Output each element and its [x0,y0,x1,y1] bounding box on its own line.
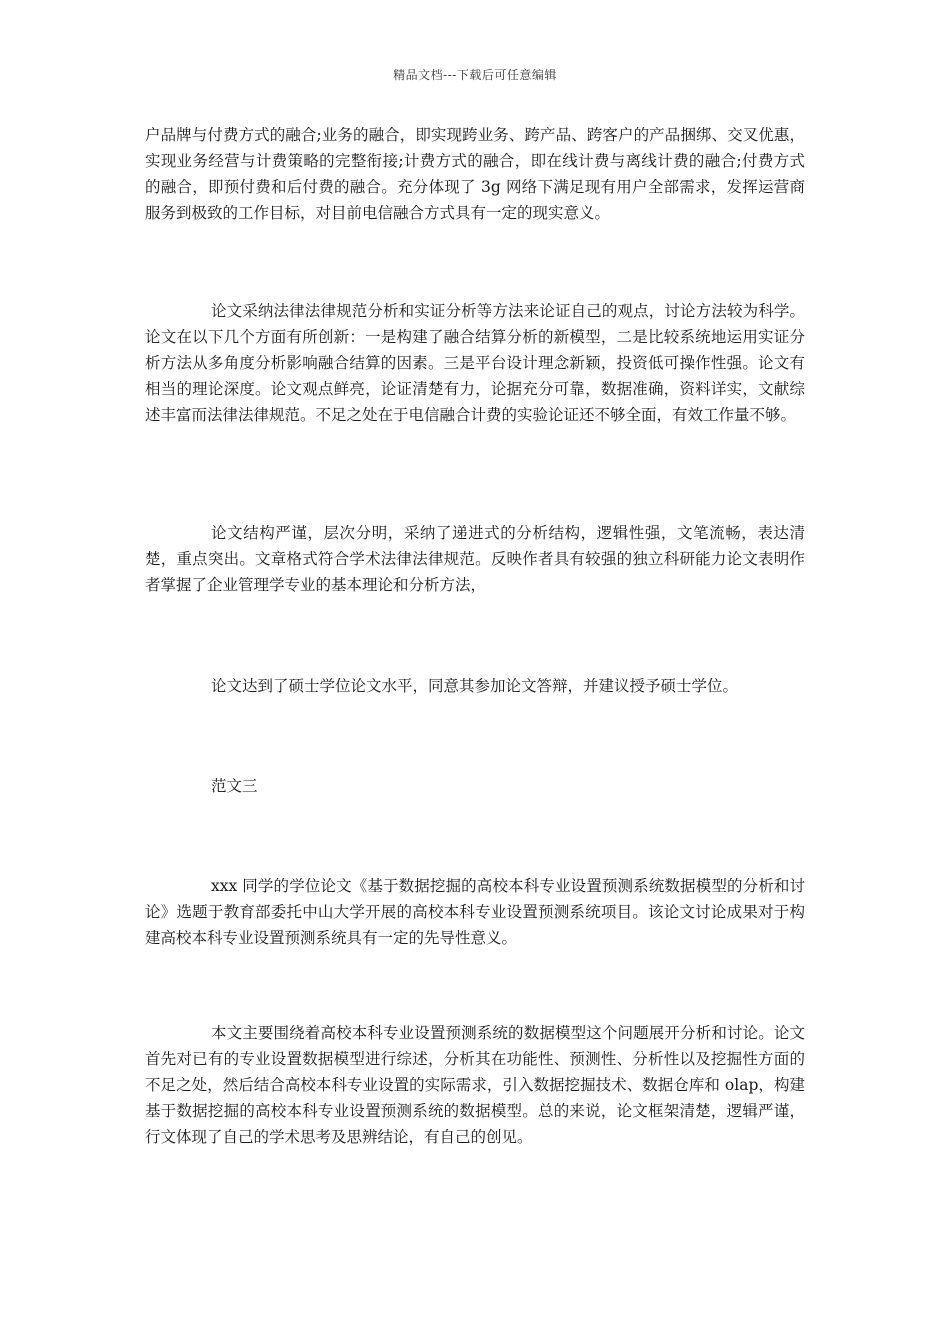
page-header: 精品文档---下载后可任意编辑 [393,68,557,82]
section-heading: 范文三 [211,777,258,795]
paragraph-thesis-summary: 本文主要围绕着高校本科专业设置预测系统的数据模型这个问题展开分析和讨论。论文首先对已有的专业设置数据模型进行综述，分析其在功能性、预测性、分析性以及挖掘性方面的不足之处，然后结合高校本科专业设置的实际需求，引入数据挖掘技术、数据仓库和 olap，构建基于数据挖掘的高校本科专业设置预测系统的数据模型。总的来说，论文框架清楚，逻辑严谨，行文体现了自己的学术思考及思辨结论，有自己的创见。 [145,1024,805,1146]
paragraph-structure-review: 论文结构严谨，层次分明，采纳了递进式的分析结构，逻辑性强，文笔流畅，表达清楚，重点突出。文章格式符合学术法律法律规范。反映作者具有较强的独立科研能力论文表明作者掌握了企业管理学专业的基本理论和分析方法， [145,524,805,594]
paragraph-continued: 户品牌与付费方式的融合;业务的融合，即实现跨业务、跨产品、跨客户的产品捆绑、交叉优惠，实现业务经营与计费策略的完整衔接;计费方式的融合，即在线计费与离线计费的融合;付费方式的融合，即预付费和后付费的融合。充分体现了 3g 网络下满足现有用户全部需求，发挥运营商服务到极致的工作目标，对目前电信融合方式具有一定的现实意义。 [145,126,805,222]
paragraph-thesis-topic: xxx 同学的学位论文《基于数据挖掘的高校本科专业设置预测系统数据模型的分析和讨论》选题于教育部委托中山大学开展的高校本科专业设置预测系统项目。该论文讨论成果对于构建高校本科专业设置预测系统具有一定的先导性意义。 [145,877,805,947]
paragraph-methods-review: 论文采纳法律法律规范分析和实证分析等方法来论证自己的观点，讨论方法较为科学。论文在以下几个方面有所创新：一是构建了融合结算分析的新模型，二是比较系统地运用实证分析方法从多角度分析影响融合结算的因素。三是平台设计理念新颖，投资低可操作性强。论文有相当的理论深度。论文观点鲜亮，论证清楚有力，论据充分可靠，数据准确，资料详实，文献综述丰富而法律法律规范。不足之处在于电信融合计费的实验论证还不够全面，有效工作量不够。 [145,302,805,424]
paragraph-conclusion: 论文达到了硕士学位论文水平，同意其参加论文答辩，并建议授予硕士学位。 [211,677,739,695]
